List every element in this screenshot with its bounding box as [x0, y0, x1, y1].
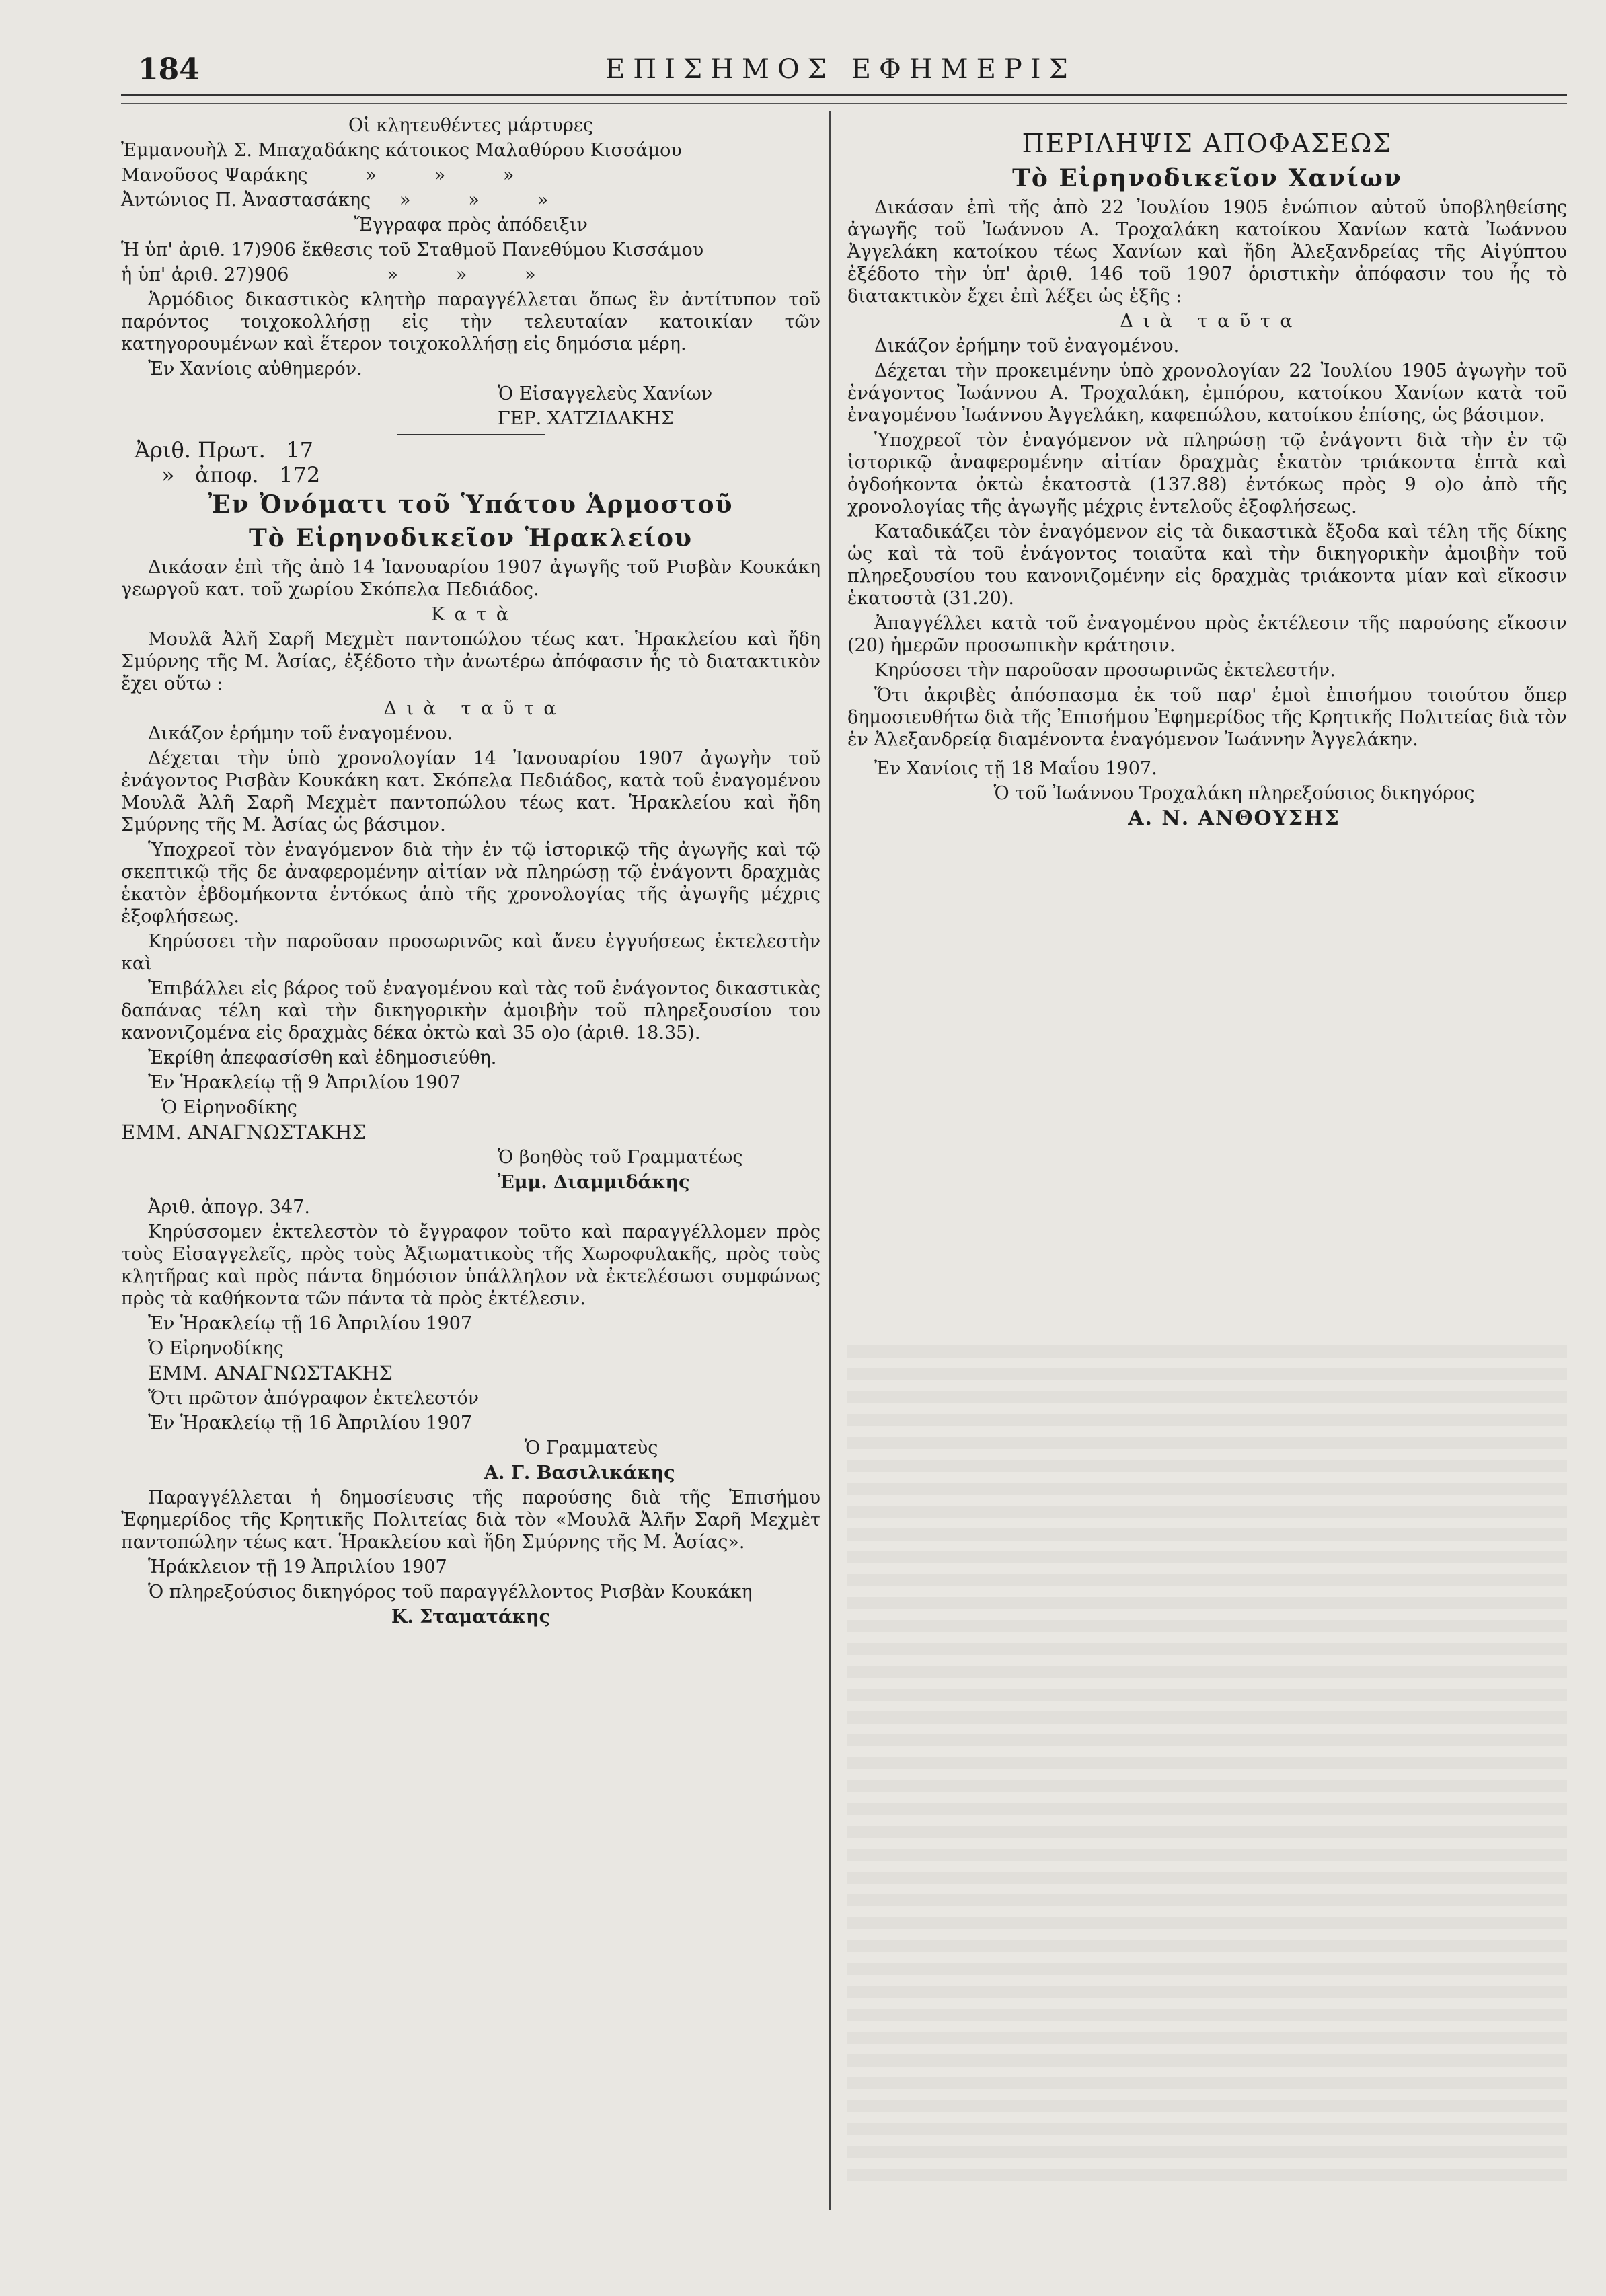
- column-divider: [829, 111, 831, 2210]
- paragraph: Ὅτι ἀκριβὲς ἀπόσπασμα ἐκ τοῦ παρ' ἐμοὶ ἐπισήμου τοιούτου ὅπερ δημοσιευθήτω διὰ τῆς Ἐπισήμου Ἐφημερίδος τῆς Κρητικῆς Πολιτείας διὰ τὸν ἐν Ἀλεξανδρείᾳ διαμένοντα ἐναγόμενον Ἰωάννην Ἀγγελάκην.: [847, 685, 1567, 750]
- right-column: [847, 114, 1567, 832]
- signature-name: ΕΜΜ. ΑΝΑΓΝΩΣΤΑΚΗΣ: [148, 1362, 393, 1384]
- bleed-through-area: [847, 1345, 1567, 2186]
- paragraph: Ὑποχρεοῖ τὸν ἐναγόμενον διὰ τὴν ἐν τῷ ἱστορικῷ τῆς ἀγωγῆς καὶ τῷ σκεπτικῷ τῆς δε ἀναφερομένην αἰτίαν νὰ πληρώσῃ τῷ ἐνάγοντι δραχμὰς ἑκατὸν ἑβδομήκοντα ἐντόκως ἀπὸ τῆς χρονολογίας τῆς ἀγωγῆς μέχρις ἐξοφλήσεως.: [121, 840, 820, 927]
- paragraph: Ὅτι πρῶτον ἀπόγραφον ἐκτελεστόν: [148, 1388, 480, 1409]
- paragraph: Ἁρμόδιος δικαστικὸς κλητὴρ παραγγέλλεται ὅπως ἓν ἀντίτυπον τοῦ παρόντος τοιχοκολλήσῃ εἰς τὴν τελευταίαν κατοικίαν τῶν κατηγορουμένων καὶ ἕτερον τοιχοκολλήσῃ εἰς δημόσια μέρη.: [121, 289, 820, 355]
- date-line: Ἐν Ἡρακλείῳ τῇ 16 Ἀπριλίου 1907: [148, 1413, 473, 1434]
- kata-heading: Κ α τ ὰ: [430, 604, 511, 625]
- date-line: Ἐν Ἡρακλείῳ τῇ 9 Ἀπριλίου 1907: [148, 1072, 461, 1093]
- signature-name: Α. Γ. Βασιλικάκης: [484, 1462, 675, 1483]
- paragraph: Δικάσαν ἐπὶ τῆς ἀπὸ 14 Ἰανουαρίου 1907 ἀγωγῆς τοῦ Ρισβὰν Κουκάκη γεωργοῦ κατ. τοῦ χωρίου Σκόπελα Πεδιάδος.: [121, 557, 820, 600]
- paragraph: Μουλᾶ Ἀλῆ Σαρῆ Μεχμὲτ παντοπώλου τέως κατ. Ἡρακλείου καὶ ἤδη Σμύρνης τῆς Μ. Ἀσίας, ἐξέδοτο τὴν ἀνωτέρω ἀπόφασιν ἧς τὸ διατακτικὸν ἔχει οὕτω :: [121, 629, 820, 694]
- date-line: Ἐν Ἡρακλείῳ τῇ 16 Ἀπριλίου 1907: [148, 1313, 473, 1334]
- paragraph: Ὑποχρεοῖ τὸν ἐναγόμενον νὰ πληρώσῃ τῷ ἐνάγοντι διὰ τὴν ἐν τῷ ἱστορικῷ ἀναφερομένην αἰτίαν δραχμὰς ἑκατὸν τριάκοντα ἑπτὰ καὶ ὀγδοήκοντα ὀκτὼ ἑκατοστὰ (137.88) ἐντόκως πρὸς 9 ο)ο ἀπὸ τῆς χρονολογίας τῆς ἀγωγῆς μέχρις ἐντελοῦς ἐξοφλήσεως.: [847, 430, 1567, 517]
- copy-number: Ἀριθ. ἀπογρ. 347.: [148, 1197, 310, 1218]
- witness-line: Ἀντώνιος Π. Ἀναστασάκης » » »: [121, 190, 549, 211]
- signature-name: Κ. Σταματάκης: [391, 1606, 551, 1627]
- signature-role: Ὁ Γραμματεὺς: [525, 1438, 658, 1458]
- signature-role: Ὁ βοηθὸς τοῦ Γραμματέως: [498, 1147, 743, 1168]
- court-heading: Τὸ Εἰρηνοδικεῖον Χανίων: [1012, 164, 1402, 192]
- document-line: Ἡ ὑπ' ἀριθ. 17)906 ἔκθεσις τοῦ Σταθμοῦ Πανεθύμου Κισσάμου: [121, 239, 704, 260]
- paragraph: Κηρύσσει τὴν παροῦσαν προσωρινῶς καὶ ἄνευ ἐγγυήσεως ἐκτελεστὴν καὶ: [121, 931, 820, 974]
- paragraph: Ἐκρίθη ἀπεφασίσθη καὶ ἐδημοσιεύθη.: [148, 1047, 497, 1068]
- signature-role: Ὁ Εἰρηνοδίκης: [148, 1338, 284, 1359]
- date-line: Ἐν Χανίοις αὐθημερόν.: [148, 359, 362, 379]
- paragraph: Δικάζον ἐρήμην τοῦ ἐναγομένου.: [148, 723, 453, 744]
- signature-role: Ὁ Εἰσαγγελεὺς Χανίων: [498, 383, 713, 404]
- date-line: Ἐν Χανίοις τῇ 18 Μαΐου 1907.: [874, 758, 1157, 779]
- paragraph: Κηρύσσει τὴν παροῦσαν προσωρινῶς ἐκτελεστήν.: [874, 660, 1336, 681]
- signature-role: Ὁ Εἰρηνοδίκης: [161, 1097, 297, 1118]
- paragraph: Ἀπαγγέλλει κατὰ τοῦ ἐναγομένου πρὸς ἐκτέλεσιν τῆς παρούσης εἴκοσιν (20) ἡμερῶν προσωπικὴν κράτησιν.: [847, 613, 1567, 656]
- paragraph: Παραγγέλλεται ἡ δημοσίευσις τῆς παρούσης διὰ τῆς Ἐπισήμου Ἐφημερίδος τῆς Κρητικῆς Πολιτείας διὰ τὸν «Μουλᾶ Ἀλῆν Σαρῆ Μεχμὲτ παντοπώλην τέως κατ. Ἡρακλείου καὶ ἤδη Σμύρνης τῆς Μ. Ἀσίας».: [121, 1487, 820, 1553]
- left-column: [121, 114, 820, 1631]
- paragraph: Ἐπιβάλλει εἰς βάρος τοῦ ἐναγομένου καὶ τὰς τοῦ ἐνάγοντος δικαστικὰς δαπάνας τέλη καὶ τὴν δικηγορικὴν ἀμοιβὴν τοῦ πληρεξουσίου του κανονιζομένα εἰς δραχμὰς δέκα ὀκτὼ καὶ 35 ο)ο (ἀριθ. 18.35).: [121, 978, 820, 1043]
- decision-number: » ἀποφ. 172: [161, 462, 321, 488]
- gazette-title: ΕΠΙΣΗΜΟΣ ΕΦΗΜΕΡΙΣ: [605, 54, 1076, 85]
- witness-line: Ἐμμανουὴλ Σ. Μπαχαδάκης κάτοικος Μαλαθύρου Κισσάμου: [121, 140, 682, 161]
- header-rule: [121, 94, 1567, 104]
- paragraph: Δέχεται τὴν προκειμένην ὑπὸ χρονολογίαν 22 Ἰουλίου 1905 ἀγωγὴν τοῦ ἐνάγοντος Ἰωάννου Α. Τροχαλάκη, ἐμπόρου, κατοίκου Χανίων κατὰ τοῦ ἐναγομένου Ἰωάννου Ἀγγελάκη, καφεπώλου, κατοίκου ἐπίσης, ὡς βάσιμον.: [847, 361, 1567, 426]
- dia-tauta-heading: Δ ι ὰ τ α ῦ τ α: [383, 698, 558, 719]
- paragraph: Καταδικάζει τὸν ἐναγόμενον εἰς τὰ δικαστικὰ ἔξοδα καὶ τέλη τῆς δίκης ὡς καὶ τὰ τοῦ ἐνάγοντος τοιαῦτα καὶ τὴν δικηγορικὴν ἀμοιβὴν τοῦ πληρεξουσίου του κανονιζομένην εἰς δραχμὰς τριάκοντα μίαν καὶ εἴκοσιν ἑκατοστὰ (31.20).: [847, 521, 1567, 609]
- paragraph: Κηρύσσομεν ἐκτελεστὸν τὸ ἔγγραφον τοῦτο καὶ παραγγέλλομεν πρὸς τοὺς Εἰσαγγελεῖς, πρὸς τοὺς Ἀξιωματικοὺς τῆς Χωροφυλακῆς, πρὸς τοὺς κλητῆρας καὶ πρὸς πάντα δημόσιον ὑπάλληλον νὰ ἐκτελέσωσι συμφώνως πρὸς τὰ καθήκοντα τῶν πάντα τὰ πρὸς ἐκτέλεσιν.: [121, 1222, 820, 1309]
- signature-name: Ἐμμ. Διαμμιδάκης: [498, 1172, 690, 1193]
- date-line: Ἡράκλειον τῇ 19 Ἀπριλίου 1907: [148, 1557, 447, 1578]
- signature-role: Ὁ τοῦ Ἰωάννου Τροχαλάκη πληρεξούσιος δικηγόρος: [993, 783, 1475, 804]
- court-heading: Τὸ Εἰρηνοδικεῖον Ἡρακλείου: [248, 524, 693, 552]
- paragraph: Δικάσαν ἐπὶ τῆς ἀπὸ 22 Ἰουλίου 1905 ἐνώπιον αὐτοῦ ὑποβληθείσης ἀγωγῆς τοῦ Ἰωάννου Α. Τροχαλάκη κατοίκου Χανίων κατὰ Ἰωάννου Ἀγγελάκη κατοίκου τέως Χανίων καὶ ἤδη Ἀλεξανδρείας τῆς Αἰγύπτου ἐξέδοτο τὴν ὑπ' ἀριθ. 146 τοῦ 1907 ὁριστικὴν ἀπόφασιν του ἧς τὸ διατακτικὸν ἔχει ἐπὶ λέξει ὡς ἑξῆς :: [847, 197, 1567, 307]
- witness-line: Μανοῦσος Ψαράκης » » »: [121, 165, 514, 186]
- paragraph: Δικάζον ἐρήμην τοῦ ἐναγομένου.: [874, 336, 1180, 357]
- dia-tauta-heading: Δ ι ὰ τ α ῦ τ α: [1120, 311, 1295, 332]
- page-number: 184: [138, 52, 200, 87]
- document-line: ἡ ὑπ' ἀριθ. 27)906 » » »: [121, 264, 536, 285]
- signature-role: Ὁ πληρεξούσιος δικηγόρος τοῦ παραγγέλλοντος Ρισβὰν Κουκάκη: [148, 1582, 753, 1602]
- protocol-number: Ἀριθ. Πρωτ. 17: [135, 437, 313, 463]
- separator-rule: [397, 434, 545, 435]
- witnesses-title: Οἱ κλητευθέντες μάρτυρες: [348, 115, 594, 136]
- signature-name: Α. Ν. ΑΝΘΟΥΣΗΣ: [1128, 807, 1340, 830]
- documents-title: Ἔγγραφα πρὸς ἀπόδειξιν: [354, 215, 588, 235]
- signature-name: ΕΜΜ. ΑΝΑΓΝΩΣΤΑΚΗΣ: [121, 1121, 367, 1144]
- section-heading: Ἐν Ὀνόματι τοῦ Ὑπάτου Ἁρμοστοῦ: [208, 490, 734, 519]
- summary-heading: ΠΕΡΙΛΗΨΙΣ ΑΠΟΦΑΣΕΩΣ: [1022, 128, 1393, 158]
- paragraph: Δέχεται τὴν ὑπὸ χρονολογίαν 14 Ἰανουαρίου 1907 ἀγωγὴν τοῦ ἐνάγοντος Ρισβὰν Κουκάκη κατ. Σκόπελα Πεδιάδος, κατὰ τοῦ ἐναγομένου Μουλᾶ Ἀλῆ Σαρῆ Μεχμὲτ παντοπώλου τέως κατ. Ἡρακλείου καὶ ἤδη Σμύρνης τῆς Μ. Ἀσίας ὡς βάσιμον.: [121, 748, 820, 836]
- signature-name: ΓΕΡ. ΧΑΤΖΙΔΑΚΗΣ: [498, 408, 674, 429]
